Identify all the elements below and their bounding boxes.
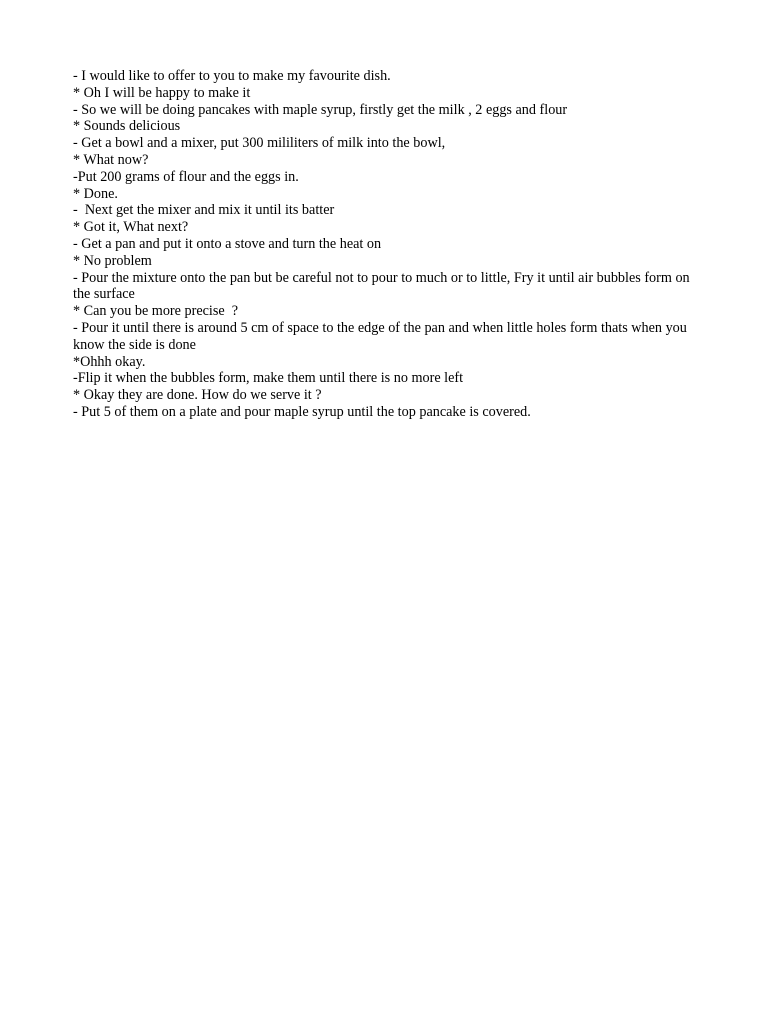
dialogue-line: * Got it, What next? — [73, 219, 189, 236]
dialogue-line: - Get a pan and put it onto a stove and turn the heat on — [73, 235, 382, 252]
dialogue-text — [73, 68, 698, 421]
dialogue-line: - Pour the mixture onto the pan but be careful not to pour to much or to little, Fry it until air bubbles form on the surface — [73, 269, 694, 303]
dialogue-line: * Okay they are done. How do we serve it ? — [73, 387, 322, 404]
dialogue-line: * Can you be more precise ? — [73, 303, 239, 320]
dialogue-line: - I would like to offer to you to make my favourite dish. — [73, 68, 391, 84]
dialogue-line: * Done. — [73, 185, 118, 202]
dialogue-line: - Pour it until there is around 5 cm of space to the edge of the pan and when little holes form thats when you know the side is done — [73, 319, 691, 353]
dialogue-line: - Next get the mixer and mix it until its batter — [73, 202, 335, 219]
dialogue-line: - Get a bowl and a mixer, put 300 mililiters of milk into the bowl, — [73, 135, 446, 152]
dialogue-line: * Sounds delicious — [73, 118, 181, 135]
dialogue-line: -Put 200 grams of flour and the eggs in. — [73, 168, 299, 185]
dialogue-line: - So we will be doing pancakes with maple syrup, firstly get the milk , 2 eggs and flour — [73, 101, 568, 118]
dialogue-line: * Oh I will be happy to make it — [73, 84, 251, 101]
dialogue-line: * What now? — [73, 151, 149, 168]
dialogue-line: -Flip it when the bubbles form, make them until there is no more left — [73, 370, 464, 387]
dialogue-line: *Ohhh okay. — [73, 353, 146, 370]
dialogue-line: - Put 5 of them on a plate and pour maple syrup until the top pancake is covered. — [73, 403, 531, 420]
dialogue-line: * No problem — [73, 252, 152, 269]
